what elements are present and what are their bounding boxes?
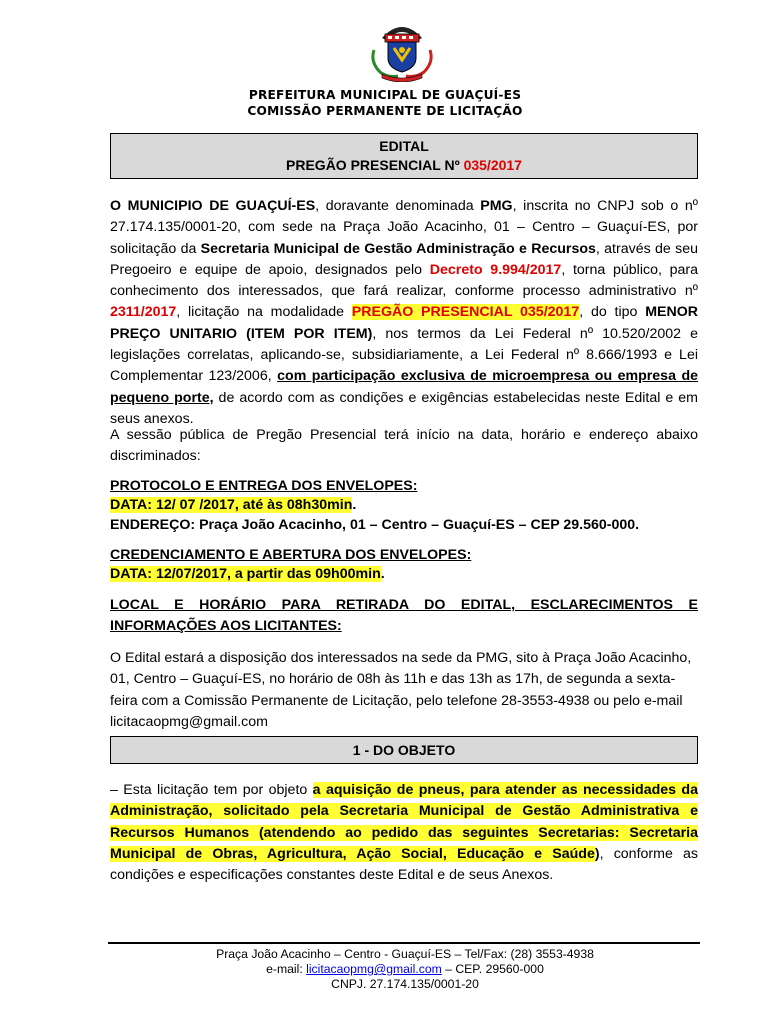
session-paragraph: A sessão pública de Pregão Presencial terá início na data, horário e endereço abaixo discriminados: <box>110 427 698 465</box>
objeto-text-1: – Esta licitação tem por objeto <box>110 782 313 798</box>
objeto-paren: ) <box>594 845 600 862</box>
intro-decreto: Decreto 9.994/2017 <box>429 261 562 278</box>
header-prefeitura: PREFEITURA MUNICIPAL DE GUAÇUÍ-ES <box>248 88 522 102</box>
title-pregao <box>111 157 697 173</box>
objeto-text-2: , conforme as condições e especificações constantes deste Edital e de seus Anexos. <box>110 845 698 884</box>
credenciamento-date: DATA: 12/07/2017, a partir das 09h00min. <box>110 566 385 582</box>
coat-of-arms-icon <box>368 20 436 82</box>
intro-text-8: de acordo com as condições e exigências estabelecidas neste Edital e em seus anexos. <box>110 389 699 427</box>
footer-email-label: e-mail: <box>266 962 307 976</box>
title-edital: EDITAL <box>379 138 429 154</box>
objeto-heading-box: 1 - DO OBJETO <box>110 736 698 764</box>
intro-text-1: , doravante denominada <box>315 198 481 214</box>
intro-text-3: , através de seu Pregoeiro e equipe de apoio, designados pelo <box>110 240 698 278</box>
protocolo-heading: PROTOCOLO E ENTREGA DOS ENVELOPES: <box>110 478 418 494</box>
intro-text-2: , inscrita no CNPJ sob o nº 27.174.135/0001-20, com sede na Praça João Acacinho, 01 – Centro – Guaçuí-ES, por solicitação da <box>110 198 698 257</box>
title-box <box>110 133 698 179</box>
intro-exclusiva: com participação exclusiva de microempresa ou empresa de pequeno porte, <box>110 368 699 406</box>
protocolo-date: DATA: 12/ 07 /2017, até às 08h30min. <box>110 497 357 513</box>
intro-paragraph <box>110 196 698 430</box>
credenciamento-date-text: DATA: 12/07/2017, a partir das 09h00min <box>110 566 381 582</box>
intro-processo: 2311/2017 <box>110 304 177 321</box>
footer-address: Praça João Acacinho – Centro - Guaçuí-ES – Tel/Fax: (28) 3553-4938 <box>216 947 594 961</box>
local-paragraph: O Edital estará a disposição dos interessados na sede da PMG, sito à Praça João Acacinho, 01, Centro – Guaçuí-ES, no horário de 08h às 11h e das 13h as 17h, de segunda a sexta-feira com a Comissão Permanente de Licitação, pelo telefone 28-3553-4938 ou pelo e-mail licitacaopmg@gmail.com <box>110 650 692 730</box>
local-heading: LOCAL E HORÁRIO PARA RETIRADA DO EDITAL, ESCLARECIMENTOS E INFORMAÇÕES AOS LICITANTES: <box>110 597 698 634</box>
footer-divider <box>108 942 700 944</box>
objeto-highlight: a aquisição de pneus, para atender as necessidades da Administração, solicitado pela Secretaria Municipal de Gestão Administrativa e Recursos Humanos (atendendo ao pedido das seguintes Secretarias: Secretaria Municipal de Obras, Agricultura, Ação Social, Educação e Saúde <box>110 782 698 862</box>
intro-secretaria: Secretaria Municipal de Gestão Administração e Recursos <box>200 240 596 257</box>
credenciamento-heading: CREDENCIAMENTO E ABERTURA DOS ENVELOPES: <box>110 547 472 563</box>
intro-municipio: O MUNICIPIO DE GUAÇUÍ-ES <box>110 198 316 214</box>
protocolo-date-text: DATA: 12/ 07 /2017, até às 08h30min <box>110 497 353 513</box>
footer-email-link[interactable]: licitacaopmg@gmail.com <box>306 962 442 976</box>
intro-text-7: , nos termos da Lei Federal nº 10.520/2002 e legislações correlatas, aplicando-se, subsidiariamente, a Lei Federal nº 8.666/1993 e Lei Complementar 123/2006, <box>110 325 698 385</box>
intro-text-5: , licitação na modalidade <box>176 304 352 321</box>
footer-contact <box>0 962 770 976</box>
header-comissao: COMISSÃO PERMANENTE DE LICITAÇÃO <box>247 104 523 118</box>
objeto-paragraph <box>110 780 698 886</box>
intro-pmg: PMG <box>480 198 513 214</box>
protocolo-address: ENDEREÇO: Praça João Acacinho, 01 – Centro – Guaçuí-ES – CEP 29.560-000. <box>110 517 640 533</box>
footer-cnpj: CNPJ. 27.174.135/0001-20 <box>331 977 479 991</box>
title-pregao-prefix: PREGÃO PRESENCIAL Nº <box>286 157 464 173</box>
intro-text-6: , do tipo <box>579 304 646 321</box>
title-pregao-number: 035/2017 <box>463 157 522 173</box>
intro-tipo: MENOR PREÇO UNITARIO (ITEM POR ITEM) <box>110 304 698 342</box>
intro-modalidade: PREGÃO PRESENCIAL 035/2017 <box>351 304 580 321</box>
footer-cep: – CEP. 29560-000 <box>441 962 544 976</box>
intro-text-4: , torna público, para conhecimento dos interessados, que fará realizar, conforme processo administrativo nº <box>110 261 698 300</box>
